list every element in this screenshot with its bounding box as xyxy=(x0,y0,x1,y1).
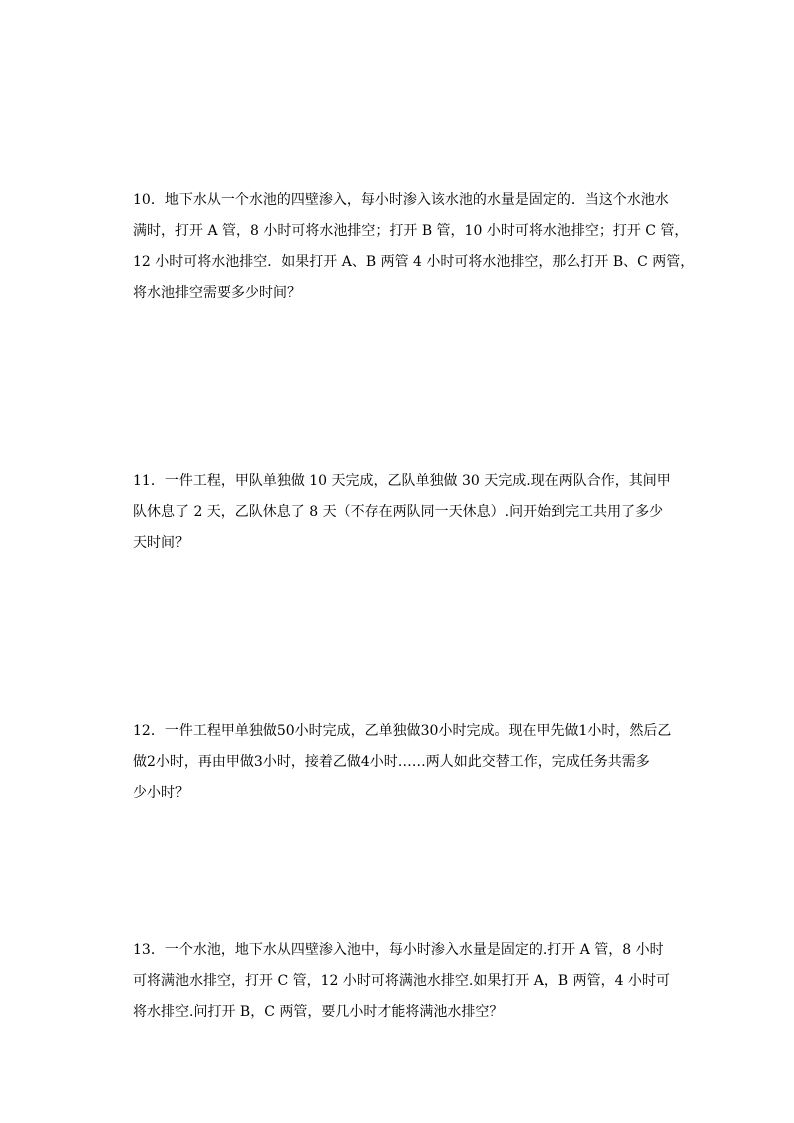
problem-13 xyxy=(133,935,673,1028)
problem-11-line-1: 11．一件工程，甲队单独做 10 天完成，乙队单独做 30 天完成.现在两队合作，其间甲 xyxy=(133,473,671,489)
problem-11-line-3: 天时间？ xyxy=(133,535,189,551)
problem-12-line-3: 少小时？ xyxy=(133,785,189,801)
problem-13-line-2: 可将满池水排空，打开 C 管，12 小时可将满池水排空.如果打开 A，B 两管，4 小时可 xyxy=(133,973,670,989)
problem-10-line-4: 将水池排空需要多少时间？ xyxy=(133,285,301,301)
problem-13-line-1: 13．一个水池，地下水从四壁渗入池中，每小时渗入水量是固定的.打开 A 管，8 小时 xyxy=(133,942,664,958)
problem-13-line-3: 将水排空.问打开 B，C 两管，要几小时才能将满池水排空？ xyxy=(133,1004,504,1020)
problem-11 xyxy=(133,466,673,559)
problem-12 xyxy=(133,716,673,809)
problem-12-line-1: 12．一件工程甲单独做50小时完成，乙单独做30小时完成。现在甲先做1小时，然后乙 xyxy=(133,723,672,739)
problem-11-line-2: 队休息了 2 天，乙队休息了 8 天（不存在两队同一天休息）.问开始到完工共用了多少 xyxy=(133,504,664,520)
problem-10-line-3: 12 小时可将水池排空．如果打开 A、B 两管 4 小时可将水池排空，那么打开 B、C 两管， xyxy=(133,254,695,270)
problem-12-line-2: 做2小时，再由甲做3小时，接着乙做4小时……两人如此交替工作，完成任务共需多 xyxy=(133,754,650,770)
problem-10-line-2: 满时，打开 A 管，8 小时可将水池排空；打开 B 管，10 小时可将水池排空；打开 C 管， xyxy=(133,223,689,239)
problem-10 xyxy=(133,185,695,309)
problem-10-line-1: 10．地下水从一个水池的四壁渗入，每小时渗入该水池的水量是固定的．当这个水池水 xyxy=(133,192,669,208)
